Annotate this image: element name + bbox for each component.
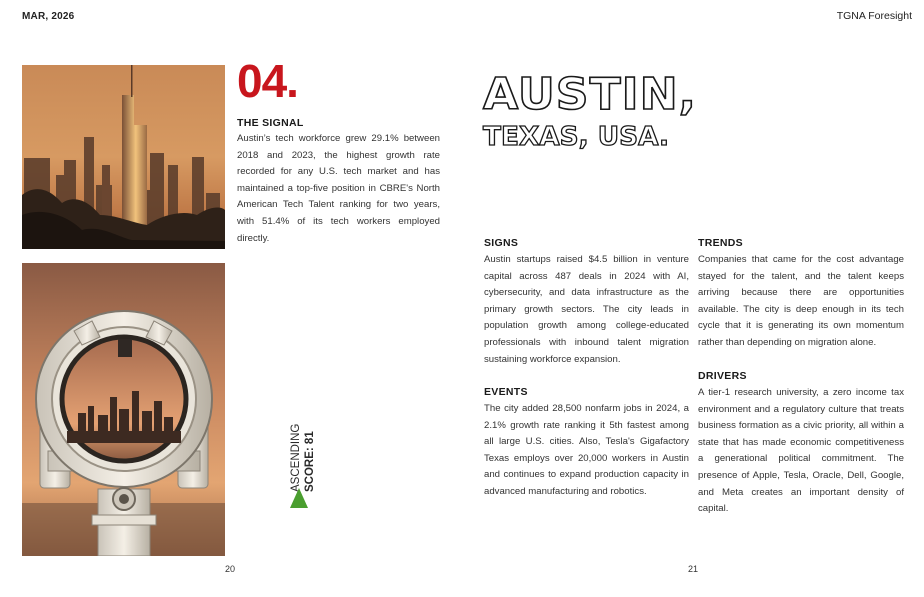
- signs-heading: SIGNS: [484, 237, 519, 249]
- signal-number: 04.: [237, 55, 298, 107]
- rating-score: SCORE: 81: [304, 431, 316, 492]
- signal-heading: THE SIGNAL: [237, 117, 304, 129]
- signs-body: Austin startups raised $4.5 billion in venture capital across 487 deals in 2024 with AI, cybersecurity, and data infrastructure as the primary growth sectors. The city leads in population growth among college-educated professionals with inbound talent migration sustaining workforce expansion.: [484, 254, 689, 365]
- city-title: [480, 66, 720, 156]
- events-body: The city added 28,500 nonfarm jobs in 2024, a 2.1% growth rate ranking it 5th fastest among all large U.S. cities. Also, Tesla's Gigafactory Texas employs over 20,000 workers in Austin and continues to expand production capacity in advanced manufacturing and robotics.: [484, 403, 689, 497]
- trends-body: Companies that came for the cost advantage stayed for the talent, and the talent keeps arriving because there are opportunities available. The city is deep enough in its tech cycle that it is generating its own momentum rather than depending on migration alone.: [698, 254, 904, 348]
- drivers-heading: DRIVERS: [698, 370, 747, 382]
- brand-name: TGNA Foresight: [836, 10, 912, 22]
- title-line-1: AUSTIN,: [483, 69, 697, 120]
- rating-direction: ASCENDING: [290, 423, 302, 492]
- trends-heading: TRENDS: [698, 237, 743, 249]
- signal-body: Austin’s tech workforce grew 29.1% between 2018 and 2023, the highest growth rate recorded for any U.S. tech market and has maintained a top-five position in CBRE's North American Tech Talent ranking for two years, with 51.4% of its tech workers employed directly.: [237, 133, 440, 244]
- ascending-triangle-icon: [290, 488, 308, 508]
- issue-date: MAR, 2026: [22, 11, 75, 22]
- title-line-2: TEXAS, USA.: [483, 122, 669, 152]
- events-heading: EVENTS: [484, 386, 528, 398]
- page-number-right: 21: [688, 564, 699, 574]
- city-skyline-photo: [22, 65, 225, 249]
- drivers-body: A tier-1 research university, a zero income tax environment and a regulatory culture that treats business formation as a civic priority, all within a state that has made economic competitiveness a generational political commitment. The presence of Apple, Tesla, Oracle, Dell, Google, and Meta creates an important density of capital.: [698, 387, 904, 515]
- page-number-left: 20: [225, 564, 236, 574]
- observation-binocular-photo: [22, 263, 225, 556]
